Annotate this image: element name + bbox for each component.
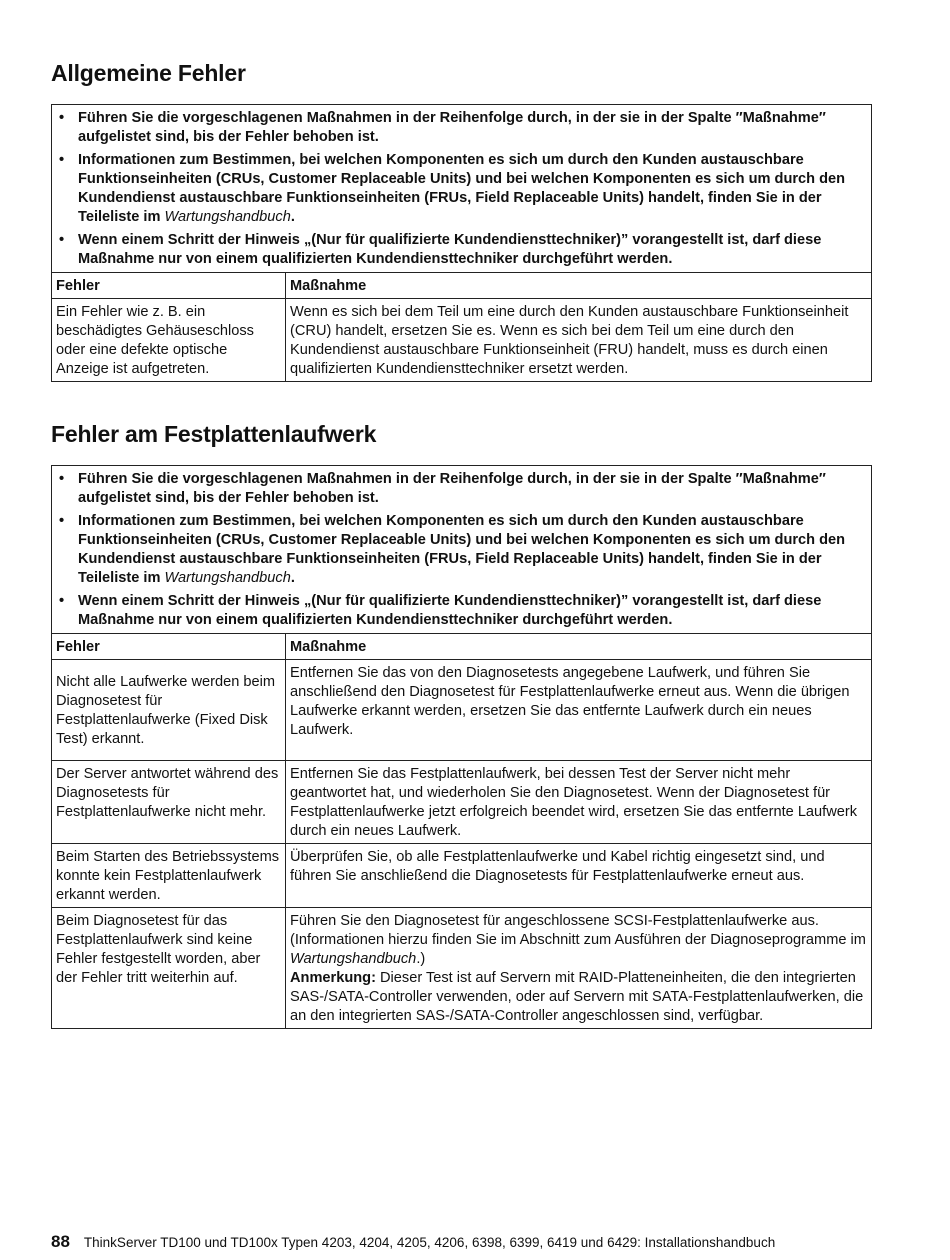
section-title-general-errors: Allgemeine Fehler: [51, 60, 246, 86]
table-row: [52, 299, 872, 382]
notes-row: [52, 105, 872, 273]
header-row: [52, 634, 872, 660]
error-cell: Beim Starten des Betriebssystems konnte kein Festplattenlaufwerk erkannt werden.: [52, 844, 286, 908]
action-cell: [286, 908, 872, 1029]
notes-cell: [52, 466, 872, 634]
page-number: 88: [51, 1232, 70, 1251]
note-text: Führen Sie die vorgeschlagenen Maßnahmen in der Reihenfolge durch, in der sie in der Spalte ″Maßnahme″ aufgelistet sind, bis der Fehler behoben ist.: [78, 110, 826, 145]
page-footer: [51, 1232, 775, 1252]
notes-cell: [52, 105, 872, 273]
action-text-end: .): [416, 951, 426, 967]
header-row: [52, 273, 872, 299]
note-text: Informationen zum Bestimmen, bei welchen Komponenten es sich um durch den Kunden austauschbare Funktionseinheiten (CRUs, Customer Replaceable Units) und bei welchen Komponenten es sich um durch den Kundendienst austauschbare Funktionseinheiten (FRUs, Field Replaceable Units) handelt, finden Sie in der Teileliste im: [78, 513, 846, 586]
action-cell: Entfernen Sie das von den Diagnosetests angegebene Laufwerk, und führen Sie anschließend den Diagnosetest für Festplattenlaufwerke erneut aus. Wenn die übrigen Laufwerke erkannt werden, ersetzen Sie das entfernte Laufwerk durch ein neues Laufwerk.: [286, 660, 872, 761]
notes-list: [56, 470, 863, 630]
general-errors-table: [51, 104, 872, 382]
note-text: Informationen zum Bestimmen, bei welchen Komponenten es sich um durch den Kunden austauschbare Funktionseinheiten (CRUs, Customer Replaceable Units) und bei welchen Komponenten es sich um durch den Kundendienst austauschbare Funktionseinheiten (FRUs, Field Replaceable Units) handelt, finden Sie in der Teileliste im: [78, 152, 846, 225]
note-text: Führen Sie die vorgeschlagenen Maßnahmen in der Reihenfolge durch, in der sie in der Spalte ″Maßnahme″ aufgelistet sind, bis der Fehler behoben ist.: [78, 471, 826, 506]
note-end: .: [290, 209, 295, 225]
note-item: [56, 109, 863, 147]
error-cell: Beim Diagnosetest für das Festplattenlaufwerk sind keine Fehler festgestellt worden, aber der Fehler tritt weiterhin auf.: [52, 908, 286, 1029]
action-cell: Überprüfen Sie, ob alle Festplattenlaufwerke und Kabel richtig eingesetzt sind, und führen Sie anschließend die Diagnosetests für Festplattenlaufwerke erneut aus.: [286, 844, 872, 908]
bullet-icon: •: [59, 110, 65, 126]
bullet-icon: •: [59, 513, 65, 529]
manual-reference: Wartungshandbuch: [164, 209, 291, 225]
column-header-error: Fehler: [52, 634, 286, 660]
table-row: [52, 761, 872, 844]
error-cell: Der Server antwortet während des Diagnosetests für Festplattenlaufwerke nicht mehr.: [52, 761, 286, 844]
note-text: Dieser Test ist auf Servern mit RAID-Platteneinheiten, die den integrierten SAS-/SATA-Controller verwenden, oder auf Servern mit SATA-Festplattenlaufwerken, die an den integrierten SAS-/SATA-Controller angeschlossen sind, verfügbar.: [290, 970, 864, 1024]
bullet-icon: •: [59, 471, 65, 487]
notes-list: [56, 109, 863, 269]
note-text: Wenn einem Schritt der Hinweis „(Nur für qualifizierte Kundendiensttechniker)” vorangestellt ist, darf diese Maßnahme nur von einem qualifizierten Kundendiensttechniker durchgeführt werden.: [78, 232, 822, 267]
column-header-action: Maßnahme: [286, 273, 872, 299]
error-cell: Ein Fehler wie z. B. ein beschädigtes Gehäuseschloss oder eine defekte optische Anzeige ist aufgetreten.: [52, 299, 286, 382]
table-row: [52, 844, 872, 908]
manual-reference: Wartungshandbuch: [164, 570, 291, 586]
section-title-hard-disk-errors: Fehler am Festplattenlaufwerk: [51, 421, 377, 447]
column-header-action: Maßnahme: [286, 634, 872, 660]
bullet-icon: •: [59, 152, 65, 168]
column-header-error: Fehler: [52, 273, 286, 299]
table-row: [52, 660, 872, 761]
bullet-icon: •: [59, 232, 65, 248]
note-item: [56, 512, 863, 588]
note-item: [56, 470, 863, 508]
bullet-icon: •: [59, 593, 65, 609]
note-item: [56, 151, 863, 227]
action-cell: Wenn es sich bei dem Teil um eine durch den Kunden austauschbare Funktionseinheit (CRU) handelt, ersetzen Sie es. Wenn es sich bei dem Teil um eine durch den Kundendienst austauschbare Funktionseinheit (FRU) handelt, muss es durch einen qualifizierten Kundendiensttechniker ersetzt werden.: [286, 299, 872, 382]
error-cell: Nicht alle Laufwerke werden beim Diagnosetest für Festplattenlaufwerke (Fixed Disk Test) erkannt.: [52, 660, 286, 761]
note-item: [56, 231, 863, 269]
notes-row: [52, 466, 872, 634]
note-end: .: [290, 570, 295, 586]
hard-disk-errors-table: [51, 465, 872, 1029]
note-label: Anmerkung:: [290, 970, 376, 986]
action-cell: Entfernen Sie das Festplattenlaufwerk, bei dessen Test der Server nicht mehr geantwortet hat, und wiederholen Sie den Diagnosetest. Wenn der Diagnosetest für Festplattenlaufwerke jetzt erfolgreich beendet wird, ersetzen Sie das entfernte Laufwerk durch ein neues Laufwerk.: [286, 761, 872, 844]
note-text: Wenn einem Schritt der Hinweis „(Nur für qualifizierte Kundendiensttechniker)” vorangestellt ist, darf diese Maßnahme nur von einem qualifizierten Kundendiensttechniker durchgeführt werden.: [78, 593, 822, 628]
footer-text: ThinkServer TD100 und TD100x Typen 4203, 4204, 4205, 4206, 6398, 6399, 6419 und 6429: Installationshandbuch: [83, 1235, 776, 1250]
note-item: [56, 592, 863, 630]
manual-reference: Wartungshandbuch: [290, 951, 417, 967]
table-row: [52, 908, 872, 1029]
action-text: Führen Sie den Diagnosetest für angeschlossene SCSI-Festplattenlaufwerke aus. (Informationen hierzu finden Sie im Abschnitt zum Ausführen der Diagnoseprogramme im: [290, 913, 866, 948]
